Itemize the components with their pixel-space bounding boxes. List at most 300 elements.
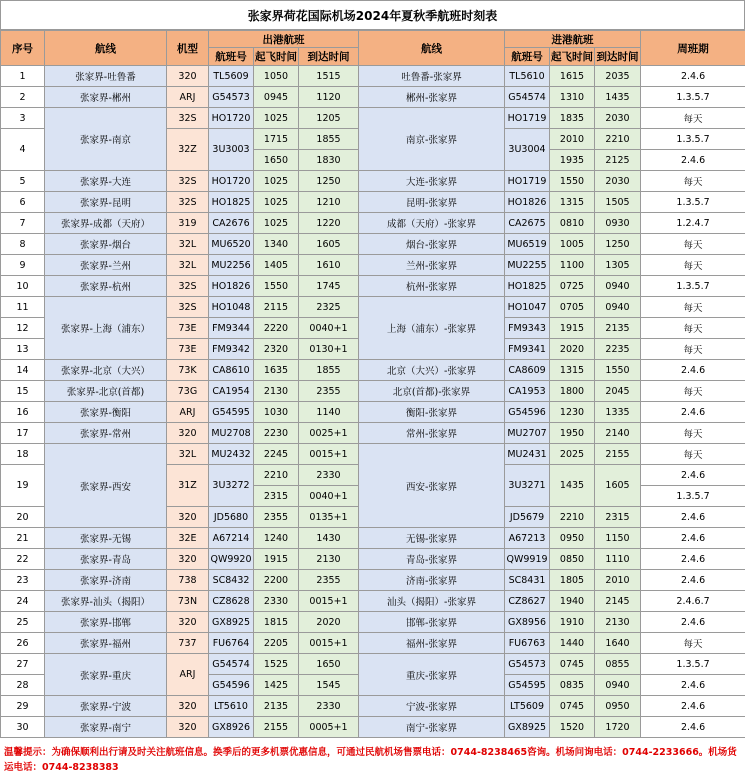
route-out: 张家界-汕头（揭阳）: [45, 591, 167, 612]
in-dep-time: 1315: [550, 192, 595, 213]
out-dep-time: 0945: [254, 87, 299, 108]
table-row: [1, 192, 745, 213]
in-dep-time: 0835: [550, 675, 595, 696]
in-dep-time: 1520: [550, 717, 595, 738]
row-idx: 17: [1, 423, 45, 444]
weekly-days: 2.4.6: [641, 549, 745, 570]
row-idx: 20: [1, 507, 45, 528]
out-arr-time: 1120: [299, 87, 359, 108]
out-arr-time: 1830: [299, 150, 359, 171]
in-dep-time: 0745: [550, 654, 595, 675]
route-out: 张家界-吐鲁番: [45, 66, 167, 87]
aircraft-type: 73E: [167, 339, 209, 360]
in-arr-time: 2145: [595, 591, 641, 612]
route-in: 南京-张家界: [359, 108, 505, 171]
route-out: 张家界-青岛: [45, 549, 167, 570]
route-in: 北京（大兴）-张家界: [359, 360, 505, 381]
out-arr-time: 1205: [299, 108, 359, 129]
aircraft-type: 73N: [167, 591, 209, 612]
row-idx: 2: [1, 87, 45, 108]
route-in: 上海（浦东）-张家界: [359, 297, 505, 360]
aircraft-type: 32E: [167, 528, 209, 549]
out-flight-no: JD5680: [209, 507, 254, 528]
out-flight-no: TL5609: [209, 66, 254, 87]
aircraft-type: 320: [167, 717, 209, 738]
table-row: [1, 444, 745, 465]
weekly-days: 2.4.6: [641, 360, 745, 381]
aircraft-type: 32S: [167, 297, 209, 318]
row-idx: 21: [1, 528, 45, 549]
aircraft-type: 32Z: [167, 129, 209, 171]
header-idx: 序号: [1, 31, 45, 66]
out-dep-time: 2130: [254, 381, 299, 402]
in-dep-time: 1550: [550, 171, 595, 192]
out-flight-no: MU2432: [209, 444, 254, 465]
aircraft-type: 32S: [167, 171, 209, 192]
in-arr-time: 2315: [595, 507, 641, 528]
out-dep-time: 1025: [254, 192, 299, 213]
out-flight-no: G54595: [209, 402, 254, 423]
row-idx: 19: [1, 465, 45, 507]
out-dep-time: 1525: [254, 654, 299, 675]
in-flight-no: FU6763: [505, 633, 550, 654]
route-out: 张家界-成都（天府）: [45, 213, 167, 234]
header-type: 机型: [167, 31, 209, 66]
weekly-days: 2.4.6: [641, 696, 745, 717]
in-dep-time: 1940: [550, 591, 595, 612]
route-in: 邯郸-张家界: [359, 612, 505, 633]
table-row: [1, 297, 745, 318]
route-out: 张家界-衡阳: [45, 402, 167, 423]
out-dep-time: 1025: [254, 171, 299, 192]
route-out: 张家界-上海（浦东）: [45, 297, 167, 360]
row-idx: 13: [1, 339, 45, 360]
row-idx: 28: [1, 675, 45, 696]
in-dep-time: 1615: [550, 66, 595, 87]
out-dep-time: 2330: [254, 591, 299, 612]
out-flight-no: LT5610: [209, 696, 254, 717]
route-out: 张家界-昆明: [45, 192, 167, 213]
route-out: 张家界-无锡: [45, 528, 167, 549]
table-row: [1, 66, 745, 87]
in-arr-time: 1435: [595, 87, 641, 108]
out-dep-time: 2200: [254, 570, 299, 591]
out-arr-time: 1855: [299, 129, 359, 150]
route-in: 青岛-张家界: [359, 549, 505, 570]
aircraft-type: 73G: [167, 381, 209, 402]
out-dep-time: 1815: [254, 612, 299, 633]
in-arr-time: 2030: [595, 108, 641, 129]
row-idx: 15: [1, 381, 45, 402]
in-dep-time: 1950: [550, 423, 595, 444]
out-dep-time: 1050: [254, 66, 299, 87]
out-arr-time: 0015+1: [299, 591, 359, 612]
out-flight-no: QW9920: [209, 549, 254, 570]
route-in: 北京(首都)-张家界: [359, 381, 505, 402]
route-out: 张家界-南京: [45, 108, 167, 171]
in-flight-no: HO1825: [505, 276, 550, 297]
in-dep-time: 0850: [550, 549, 595, 570]
route-out: 张家界-大连: [45, 171, 167, 192]
in-dep-time: 1835: [550, 108, 595, 129]
table-row: [1, 87, 745, 108]
out-arr-time: 1650: [299, 654, 359, 675]
route-in: 吐鲁番-张家界: [359, 66, 505, 87]
in-dep-time: 0950: [550, 528, 595, 549]
in-arr-time: 1250: [595, 234, 641, 255]
row-idx: 22: [1, 549, 45, 570]
in-arr-time: 1640: [595, 633, 641, 654]
in-flight-no: MU6519: [505, 234, 550, 255]
weekly-days: 1.3.5.7: [641, 486, 745, 507]
out-dep-time: 1025: [254, 213, 299, 234]
header-arrive-group: 进港航班: [505, 31, 641, 48]
row-idx: 24: [1, 591, 45, 612]
aircraft-type: 31Z: [167, 465, 209, 507]
in-flight-no: JD5679: [505, 507, 550, 528]
in-arr-time: 2130: [595, 612, 641, 633]
row-idx: 6: [1, 192, 45, 213]
table-row: [1, 360, 745, 381]
out-dep-time: 1715: [254, 129, 299, 150]
row-idx: 9: [1, 255, 45, 276]
in-flight-no: G54573: [505, 654, 550, 675]
out-arr-time: 1250: [299, 171, 359, 192]
in-arr-time: 1505: [595, 192, 641, 213]
in-flight-no: G54595: [505, 675, 550, 696]
weekly-days: 2.4.6: [641, 612, 745, 633]
in-arr-time: 2010: [595, 570, 641, 591]
out-arr-time: 1605: [299, 234, 359, 255]
route-in: 福州-张家界: [359, 633, 505, 654]
in-flight-no: QW9919: [505, 549, 550, 570]
weekly-days: 2.4.6: [641, 675, 745, 696]
in-arr-time: 2210: [595, 129, 641, 150]
out-flight-no: MU6520: [209, 234, 254, 255]
out-arr-time: 0040+1: [299, 318, 359, 339]
in-flight-no: CA1953: [505, 381, 550, 402]
out-flight-no: CA8610: [209, 360, 254, 381]
header-depart-group: 出港航班: [209, 31, 359, 48]
in-flight-no: GX8925: [505, 717, 550, 738]
aircraft-type: ARJ: [167, 654, 209, 696]
in-dep-time: 1310: [550, 87, 595, 108]
weekly-days: 每天: [641, 339, 745, 360]
route-out: 张家界-郴州: [45, 87, 167, 108]
row-idx: 1: [1, 66, 45, 87]
table-row: [1, 402, 745, 423]
table-row: [1, 591, 745, 612]
aircraft-type: 737: [167, 633, 209, 654]
out-flight-no: FU6764: [209, 633, 254, 654]
out-dep-time: 1635: [254, 360, 299, 381]
weekly-days: 2.4.6.7: [641, 591, 745, 612]
out-dep-time: 2135: [254, 696, 299, 717]
weekly-days: 每天: [641, 297, 745, 318]
out-dep-time: 2355: [254, 507, 299, 528]
in-dep-time: 1805: [550, 570, 595, 591]
out-arr-time: 2355: [299, 570, 359, 591]
in-dep-time: 1100: [550, 255, 595, 276]
aircraft-type: 320: [167, 66, 209, 87]
out-arr-time: 2330: [299, 465, 359, 486]
table-row: [1, 276, 745, 297]
out-arr-time: 1210: [299, 192, 359, 213]
header-out-fno: 航班号: [209, 48, 254, 66]
in-arr-time: 1305: [595, 255, 641, 276]
row-idx: 8: [1, 234, 45, 255]
out-dep-time: 2220: [254, 318, 299, 339]
row-idx: 25: [1, 612, 45, 633]
weekly-days: 每天: [641, 171, 745, 192]
in-arr-time: 1605: [595, 465, 641, 507]
in-arr-time: 0940: [595, 675, 641, 696]
weekly-days: 2.4.6: [641, 528, 745, 549]
aircraft-type: 73K: [167, 360, 209, 381]
route-out: 张家界-宁波: [45, 696, 167, 717]
out-dep-time: 2315: [254, 486, 299, 507]
in-flight-no: 3U3004: [505, 129, 550, 171]
route-in: 济南-张家界: [359, 570, 505, 591]
out-dep-time: 2245: [254, 444, 299, 465]
table-row: [1, 612, 745, 633]
in-arr-time: 2125: [595, 150, 641, 171]
header-days: 周班期: [641, 31, 745, 66]
in-dep-time: 1315: [550, 360, 595, 381]
flight-rows: [1, 66, 745, 738]
in-dep-time: 0705: [550, 297, 595, 318]
weekly-days: 2.4.6: [641, 507, 745, 528]
out-flight-no: CA2676: [209, 213, 254, 234]
route-in: 南宁-张家界: [359, 717, 505, 738]
table-row: [1, 570, 745, 591]
table-row: [1, 696, 745, 717]
in-arr-time: 2035: [595, 66, 641, 87]
out-dep-time: 1650: [254, 150, 299, 171]
out-arr-time: 0025+1: [299, 423, 359, 444]
row-idx: 5: [1, 171, 45, 192]
out-flight-no: GX8926: [209, 717, 254, 738]
out-dep-time: 2210: [254, 465, 299, 486]
in-dep-time: 1915: [550, 318, 595, 339]
table-row: [1, 234, 745, 255]
in-arr-time: 0855: [595, 654, 641, 675]
in-dep-time: 0725: [550, 276, 595, 297]
aircraft-type: 32S: [167, 276, 209, 297]
row-idx: 14: [1, 360, 45, 381]
in-flight-no: 3U3271: [505, 465, 550, 507]
route-out: 张家界-重庆: [45, 654, 167, 696]
weekly-days: 每天: [641, 234, 745, 255]
in-arr-time: 0950: [595, 696, 641, 717]
in-dep-time: 1910: [550, 612, 595, 633]
aircraft-type: 738: [167, 570, 209, 591]
aircraft-type: 32L: [167, 444, 209, 465]
in-flight-no: SC8431: [505, 570, 550, 591]
in-dep-time: 1005: [550, 234, 595, 255]
aircraft-type: 320: [167, 696, 209, 717]
row-idx: 29: [1, 696, 45, 717]
route-in: 西安-张家界: [359, 444, 505, 528]
route-in: 无锡-张家界: [359, 528, 505, 549]
out-flight-no: G54596: [209, 675, 254, 696]
out-flight-no: SC8432: [209, 570, 254, 591]
route-in: 杭州-张家界: [359, 276, 505, 297]
out-arr-time: 0040+1: [299, 486, 359, 507]
out-dep-time: 2320: [254, 339, 299, 360]
out-dep-time: 2115: [254, 297, 299, 318]
route-in: 烟台-张家界: [359, 234, 505, 255]
aircraft-type: 320: [167, 549, 209, 570]
in-flight-no: G54574: [505, 87, 550, 108]
weekly-days: 1.3.5.7: [641, 87, 745, 108]
aircraft-type: 73E: [167, 318, 209, 339]
weekly-days: 每天: [641, 444, 745, 465]
route-out: 张家界-西安: [45, 444, 167, 528]
in-dep-time: 2010: [550, 129, 595, 150]
route-out: 张家界-北京(首都): [45, 381, 167, 402]
aircraft-type: 319: [167, 213, 209, 234]
table-row: [1, 423, 745, 444]
table-row: [1, 717, 745, 738]
in-flight-no: A67213: [505, 528, 550, 549]
row-idx: 18: [1, 444, 45, 465]
in-arr-time: 1550: [595, 360, 641, 381]
out-arr-time: 1430: [299, 528, 359, 549]
table-row: [1, 381, 745, 402]
out-arr-time: 0015+1: [299, 633, 359, 654]
out-flight-no: G54573: [209, 87, 254, 108]
in-dep-time: 1230: [550, 402, 595, 423]
row-idx: 3: [1, 108, 45, 129]
route-in: 常州-张家界: [359, 423, 505, 444]
in-flight-no: LT5609: [505, 696, 550, 717]
in-flight-no: MU2431: [505, 444, 550, 465]
out-arr-time: 1140: [299, 402, 359, 423]
in-arr-time: 1335: [595, 402, 641, 423]
out-dep-time: 1425: [254, 675, 299, 696]
out-dep-time: 1030: [254, 402, 299, 423]
in-arr-time: 2135: [595, 318, 641, 339]
route-out: 张家界-济南: [45, 570, 167, 591]
in-flight-no: GX8956: [505, 612, 550, 633]
weekly-days: 2.4.6: [641, 150, 745, 171]
out-dep-time: 1405: [254, 255, 299, 276]
header-in-fno: 航班号: [505, 48, 550, 66]
route-out: 张家界-烟台: [45, 234, 167, 255]
in-flight-no: CZ8627: [505, 591, 550, 612]
out-flight-no: HO1048: [209, 297, 254, 318]
route-in: 大连-张家界: [359, 171, 505, 192]
row-idx: 26: [1, 633, 45, 654]
header-in-arr: 到达时间: [595, 48, 641, 66]
in-arr-time: 0930: [595, 213, 641, 234]
route-out: 张家界-杭州: [45, 276, 167, 297]
out-flight-no: HO1720: [209, 108, 254, 129]
weekly-days: 2.4.6: [641, 570, 745, 591]
aircraft-type: 320: [167, 612, 209, 633]
in-arr-time: 1720: [595, 717, 641, 738]
weekly-days: 2.4.6: [641, 717, 745, 738]
header-out-arr: 到达时间: [299, 48, 359, 66]
route-in: 宁波-张家界: [359, 696, 505, 717]
weekly-days: 1.3.5.7: [641, 276, 745, 297]
aircraft-type: 32L: [167, 255, 209, 276]
in-flight-no: HO1719: [505, 108, 550, 129]
out-flight-no: GX8925: [209, 612, 254, 633]
table-row: [1, 108, 745, 129]
header-out-dep: 起飞时间: [254, 48, 299, 66]
out-arr-time: 0135+1: [299, 507, 359, 528]
out-flight-no: MU2256: [209, 255, 254, 276]
out-dep-time: 1915: [254, 549, 299, 570]
weekly-days: 1.2.4.7: [641, 213, 745, 234]
table-row: [1, 654, 745, 675]
row-idx: 11: [1, 297, 45, 318]
out-arr-time: 0005+1: [299, 717, 359, 738]
in-dep-time: 2025: [550, 444, 595, 465]
in-flight-no: HO1826: [505, 192, 550, 213]
route-out: 张家界-邯郸: [45, 612, 167, 633]
in-dep-time: 1935: [550, 150, 595, 171]
out-arr-time: 2355: [299, 381, 359, 402]
out-arr-time: 2020: [299, 612, 359, 633]
in-arr-time: 2045: [595, 381, 641, 402]
in-flight-no: TL5610: [505, 66, 550, 87]
out-arr-time: 2325: [299, 297, 359, 318]
table-row: [1, 633, 745, 654]
out-dep-time: 2205: [254, 633, 299, 654]
route-out: 张家界-常州: [45, 423, 167, 444]
out-flight-no: CZ8628: [209, 591, 254, 612]
row-idx: 16: [1, 402, 45, 423]
in-arr-time: 2235: [595, 339, 641, 360]
aircraft-type: 320: [167, 423, 209, 444]
in-flight-no: MU2255: [505, 255, 550, 276]
route-out: 张家界-福州: [45, 633, 167, 654]
route-in: 重庆-张家界: [359, 654, 505, 696]
aircraft-type: 32S: [167, 192, 209, 213]
flight-table: [0, 30, 745, 738]
out-dep-time: 1550: [254, 276, 299, 297]
page-title: 张家界荷花国际机场2024年夏秋季航班时刻表: [0, 0, 745, 30]
route-out: 张家界-北京（大兴）: [45, 360, 167, 381]
in-dep-time: 1440: [550, 633, 595, 654]
in-arr-time: 1110: [595, 549, 641, 570]
weekly-days: 1.3.5.7: [641, 192, 745, 213]
in-dep-time: 2210: [550, 507, 595, 528]
header-route-in: 航线: [359, 31, 505, 66]
out-flight-no: HO1826: [209, 276, 254, 297]
header-in-dep: 起飞时间: [550, 48, 595, 66]
in-dep-time: 2020: [550, 339, 595, 360]
weekly-days: 每天: [641, 381, 745, 402]
aircraft-type: 32L: [167, 234, 209, 255]
out-flight-no: G54574: [209, 654, 254, 675]
out-arr-time: 2330: [299, 696, 359, 717]
aircraft-type: 320: [167, 507, 209, 528]
in-arr-time: 0940: [595, 297, 641, 318]
header-route-out: 航线: [45, 31, 167, 66]
route-in: 汕头（揭阳）-张家界: [359, 591, 505, 612]
out-dep-time: 1025: [254, 108, 299, 129]
weekly-days: 每天: [641, 318, 745, 339]
in-arr-time: 1150: [595, 528, 641, 549]
out-flight-no: A67214: [209, 528, 254, 549]
notice-text: 温馨提示：为确保顺利出行请及时关注航班信息。换季后的更多机票优惠信息，可通过民航机场售票电话：0744-8238465咨询。机场问询电话：0744-2233666。机场货运电话：0744-8238383: [4, 747, 737, 773]
weekly-days: 每天: [641, 255, 745, 276]
out-flight-no: CA1954: [209, 381, 254, 402]
